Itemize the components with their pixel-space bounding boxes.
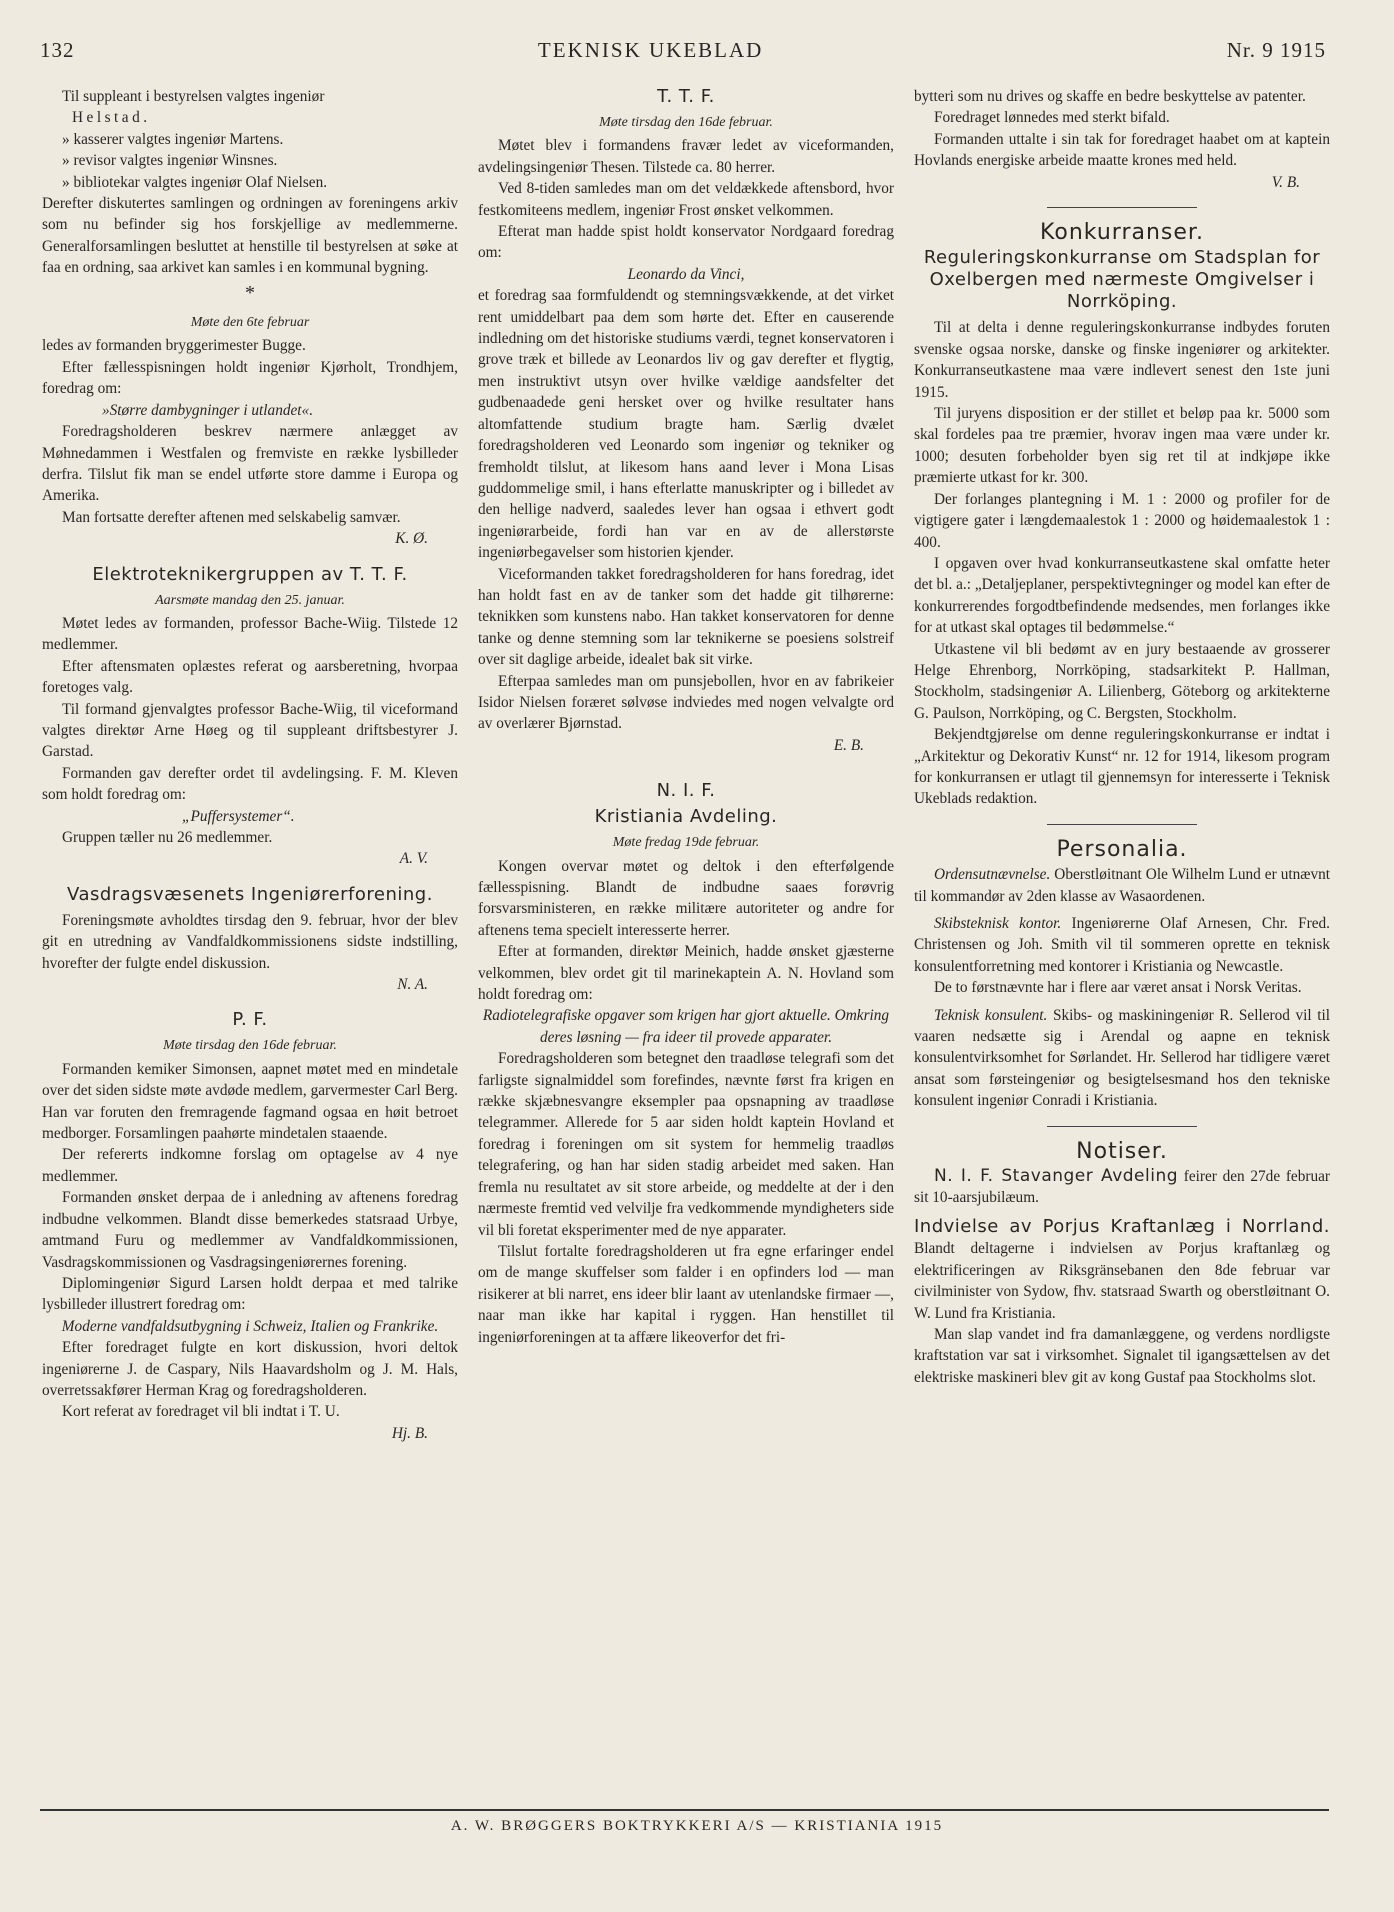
paragraph: Foreningsmøte avholdtes tirsdag den 9. februar, hvor der blev git en utredning av Vandfaldkommissionens sidste indstilling, hvorefter der fulgte endel diskussion. xyxy=(42,911,458,972)
talk-title: Leonardo da Vinci, xyxy=(627,265,745,283)
paragraph: Efterpaa samledes man om punsjebollen, hvor en av fabrikeier Isidor Nielsen foræret sølvøse indviedes med nogen velvalgte ord av overlærer Bjørnstad. xyxy=(478,672,894,733)
section-heading: Personalia. xyxy=(1056,836,1188,862)
paragraph: Efter at formanden, direktør Meinich, hadde ønsket gjæsterne velkommen, blev ordet git til marinekaptein A. N. Hovland som holdt foredrag om: xyxy=(478,943,894,1004)
paragraph: Man slap vandet ind fra damanlæggene, og verdens nordligste kraftstation var sat i virksomhet. Signalet til igangsættelsen av det elektriske maskineri blev git av kong Gustaf paa Stockholms slot. xyxy=(914,1325,1330,1386)
signature: E. B. xyxy=(833,736,864,754)
signature: V. B. xyxy=(1271,173,1300,191)
paragraph: Ved 8-tiden samledes man om det veldækkede aftensbord, hvor festkomiteens medlem, ingeniør Frost ønsket velkommen. xyxy=(478,180,894,219)
section-divider: * xyxy=(245,281,255,304)
column-1 xyxy=(42,86,458,1803)
meeting-date: Møte den 6te februar xyxy=(190,315,310,331)
paragraph: Kongen overvar møtet og deltok i den efterfølgende fællesspisning. Blandt de indbudne saaes forøvrig forsvarsministeren, en række militære autoriteter og andre for aftenens tema specielt interesserte herrer. xyxy=(478,857,894,939)
paragraph: Der forlanges plantegning i M. 1 : 2000 og profiler for de vigtigere gater i længdemaalestok 1 : 2000 og høidemaalestok 1 : 400. xyxy=(914,490,1330,551)
paragraph: Efter fællesspisningen holdt ingeniør Kjørholt, Trondhjem, foredrag om: xyxy=(42,358,458,398)
text-line: Til suppleant i bestyrelsen valgtes ingeniør xyxy=(62,88,325,105)
paragraph: Formanden gav derefter ordet til avdelingsing. F. M. Kleven som holdt foredrag om: xyxy=(42,764,458,804)
divider-rule xyxy=(1047,824,1197,825)
paragraph-text: Ingeniørerne Olaf Arnesen, Chr. Fred. Christensen og Joh. Smith vil til sommeren oprette en teknisk konsulentforretning med kontorer i Kristiania og Newcastle. xyxy=(914,915,1330,975)
lead-label: Skibsteknisk kontor. xyxy=(934,915,1062,932)
paragraph: Utkastene vil bli bedømt av en jury bestaaende av grosserer Helge Ehrenborg, Norrköping, stadsarkitekt P. Hallman, Stockholm, stadsingeniør A. Lilienberg, Göteborg og arkitekterne G. Paulson, Norrköping, og C. Bergsten, Stockholm. xyxy=(914,640,1330,722)
printer-footer: A. W. BRØGGERS BOKTRYKKERI A/S — KRISTIANIA 1915 xyxy=(450,1818,944,1834)
section-heading: Vasdragsvæsenets Ingeniørerforening. xyxy=(67,883,433,905)
paragraph: Derefter diskutertes samlingen og ordningen av foreningens arkiv som nu befinder sig hos forskjellige av medlemmerne. Generalforsamlingen besluttet at henstille til bestyrelsen at søke at faa en ordning, saa arkivet kan samles i en kommunal bygning. xyxy=(42,195,458,277)
page-number: 132 xyxy=(40,37,75,62)
page-header xyxy=(40,30,1326,70)
paragraph-text: feirer den 27de februar sit 10-aarsjubilæum. xyxy=(914,1168,1330,1207)
paragraph xyxy=(914,864,1330,907)
paragraph: Formanden kemiker Simonsen, aapnet møtet med en mindetale over det siden sidste møte avdøde medlem, garvermester Carl Berg. Han var foruten den fremragende fagmand ogsaa en høit betroet medborger. Forsamlingen paahørte mindetalen staaende. xyxy=(42,1060,458,1143)
paragraph: Kort referat av foredraget vil bli indtat i T. U. xyxy=(62,1403,340,1421)
paragraph: Foredraget lønnedes med sterkt bifald. xyxy=(934,109,1170,127)
paragraph: Foredragsholderen som betegnet den traadløse telegrafi som det farligste signalmiddel som forefindes, nævnte først fra krigen en række skjæbnesvangre eksempler paa opsnapning av traadløse telegrammer. Allerede for 5 aar siden holdt kaptein Hovland et foredrag i foreningen om sit system for hemmelig traadløs telegrafering, og han har siden stadig arbeidet med saken. Han fremla nu resultatet av sit store arbeide, og meddelte at der i den nærmeste fremtid ved velvilje fra vedkommende myndigheters side vil bli foretat eksperimenter med de nye apparater. xyxy=(478,1050,894,1239)
meeting-date: Aarsmøte mandag den 25. januar. xyxy=(155,592,345,608)
lead-label: Indvielse av Porjus Kraftanlæg i Norrland. xyxy=(914,1215,1330,1237)
paragraph xyxy=(914,913,1330,977)
paragraph: Foredragsholderen beskrev nærmere anlægget av Møhnedammen i Westfalen og fremviste en række lysbilleder derfra. Tilslut fik man se endel utførte store damme i Europa og Amerika. xyxy=(42,423,458,505)
paragraph: Til formand gjenvalgtes professor Bache-Wiig, til viceformand valgtes direktør Arne Høeg og til suppleant driftsbestyrer J. Garstad. xyxy=(42,700,458,761)
text-line: » bibliotekar valgtes ingeniør Olaf Nielsen. xyxy=(62,173,328,191)
divider-rule xyxy=(1047,207,1197,208)
section-heading: N. I. F. xyxy=(656,780,716,802)
signature: K. Ø. xyxy=(395,530,428,548)
paragraph: Formanden uttalte i sin tak for foredraget haabet om at kaptein Hovlands energiske arbeide maatte krones med held. xyxy=(914,130,1330,170)
paragraph: Gruppen tæller nu 26 medlemmer. xyxy=(62,829,273,846)
issue-number: Nr. 9 1915 xyxy=(1226,37,1326,62)
paragraph: Efter aftensmaten oplæstes referat og aarsberetning, hvorpaa foretoges valg. xyxy=(42,657,458,697)
columns xyxy=(42,86,1330,1803)
paragraph: Til at delta i denne reguleringskonkurranse indbydes foruten svenske ogsaa norske, danske og finske ingeniører og arkitekter. Konkurranseutkastene maa være indlevert senest den 1ste juni 1915. xyxy=(914,319,1330,401)
lead-label: N. I. F. Stavanger Avdeling xyxy=(934,1166,1179,1187)
paragraph: Man fortsatte derefter aftenen med selskabelig samvær. xyxy=(62,508,401,526)
paragraph: bytteri som nu drives og skaffe en bedre beskyttelse av patenter. xyxy=(914,88,1306,105)
talk-title: Moderne vandfaldsutbygning i Schweiz, Italien og Frankrike. xyxy=(61,1317,439,1335)
paragraph: Møtet ledes av formanden, professor Bache-Wiig. Tilstede 12 medlemmer. xyxy=(42,614,458,654)
text-line: Helstad. xyxy=(72,109,151,127)
paragraph: Formanden ønsket derpaa de i anledning av aftenens foredrag indbudne velkommen. Blandt disse bemerkedes statsraad Urbye, amtmand Furu og medlemmer av Vandfaldkommissionen, Vasdragskommissionen og Vasdragsingeniørernes forening. xyxy=(42,1189,458,1271)
paragraph: Bekjendtgjørelse om denne reguleringskonkurranse er indtat i „Arkitektur og Dekorativ Kunst“ nr. 12 for 1914, likesom program for konkurransen er utlagt til gjennemsyn for interesserte i Teknisk Ukeblads redaktion. xyxy=(914,726,1330,808)
meeting-date: Møte tirsdag den 16de februar. xyxy=(599,115,773,130)
paragraph: Tilslut fortalte foredragsholderen ut fra egne erfaringer endel om de mange skuffelser som falder i en opfinders lod — man risikerer at bli narret, ens ideer blir laant av utenlandske firmaer —, naar man ikke har kapital i ryggen. Han henstillet til ingeniørforeningen at ta affære likeoverfor det fri- xyxy=(478,1242,894,1346)
lead-label: Teknisk konsulent. xyxy=(934,1006,1048,1024)
paragraph: Møtet blev i formandens fravær ledet av viceformanden, avdelingsingeniør Thesen. Tilstede ca. 80 herrer. xyxy=(478,137,894,176)
paragraph: Viceformanden takket foredragsholderen for hans foredrag, idet han holdt fast en av de tanker som det hadde git tilhørerne: teknikken som kunstens nabo. Han takket konservatoren for denne tanke og denne stemning som lar teknikerne se poesiens solstreif over sit daglige arbeide, idealet bak sit virke. xyxy=(478,565,894,669)
paragraph: ledes av formanden bryggerimester Bugge. xyxy=(42,337,306,355)
paragraph: et foredrag saa formfuldendt og stemningsvækkende, at det virket rent umiddelbart paa dem som hørte det. Efter en causerende indledning om det historiske studiums værdi, tegnet konservatoren i grove træk et billede av Leonardos liv og gav derefter et flygtig, men instruktivt utsyn over hvilke vældige aandsfelter det gudbenaadede geni hersket over og hvilke resultater hans altomfattende studium bragte ham. Særlig dvælet foredragsholderen ved Leonardo som ingeniør og tekniker og fremholdt tilslut, at likesom hans aand lever i Mona Lisas guddommelige smil, i hans efterlatte manuskripter og i billedet av den hellige nadverd, saaledes lever han ogsaa i ethvert godt ingeniørarbeide, fordi han var en av de allerstørste ingeniørbegavelser som historien kjender. xyxy=(478,287,894,562)
talk-title: Radiotelegrafiske opgaver som krigen har gjort aktuelle. Omkring deres løsning — fra ideer til provede apparater. xyxy=(482,1007,890,1046)
paragraph: Efterat man hadde spist holdt konservator Nordgaard foredrag om: xyxy=(478,223,894,262)
paragraph-text: Blandt deltagerne i indvielsen av Porjus kraftanlæg og elektrificeringen av Riksgränsebanen den 8de februar var civilminister von Sydow, fhv. statsraad Swarth og oberstløitnant O. W. Lund fra Kristiania. xyxy=(914,1240,1330,1322)
section-heading: P. F. xyxy=(232,1009,268,1031)
talk-title: »Større dambygninger i utlandet«. xyxy=(102,401,314,419)
talk-title: „Puffersystemer“. xyxy=(182,807,295,825)
section-heading: Elektroteknikergruppen av T. T. F. xyxy=(92,563,408,585)
divider-rule xyxy=(1047,1126,1197,1127)
text-line: » kasserer valgtes ingeniør Martens. xyxy=(62,130,284,148)
section-subheading: Kristiania Avdeling. xyxy=(594,806,778,828)
section-heading: Notiser. xyxy=(1076,1138,1168,1164)
paragraph-text: Oberstløitnant Ole Wilhelm Lund er utnævnt til kommandør av 2den klasse av Wasaordenen. xyxy=(914,866,1330,905)
paragraph: De to førstnævnte har i flere aar været ansat i Norsk Veritas. xyxy=(934,979,1302,997)
paragraph: Efter foredraget fulgte en kort diskussion, hvori deltok ingeniørerne J. de Caspary, Nils Haavardsholm og J. M. Hals, overretssakfører Herman Krag og foredragsholderen. xyxy=(42,1339,458,1399)
signature: Hj. B. xyxy=(391,1424,428,1442)
meeting-date: Møte tirsdag den 16de februar. xyxy=(163,1038,337,1054)
column-2 xyxy=(478,86,894,1803)
journal-title: TEKNISK UKEBLAD xyxy=(537,37,764,62)
meeting-date: Møte fredag 19de februar. xyxy=(612,835,760,851)
paragraph: Der refererts indkomne forslag om optagelse av 4 nye medlemmer. xyxy=(42,1146,458,1185)
paragraph xyxy=(914,1166,1330,1209)
lead-label: Ordensutnævnelse. xyxy=(934,866,1051,884)
column-3 xyxy=(914,86,1330,1803)
footer-rule xyxy=(40,1809,1329,1811)
signature: A. V. xyxy=(399,850,428,868)
paragraph-text: Skibs- og maskiningeniør R. Sellerod vil til vaaren nedsætte sig i Arendal og aapne en teknisk konsulentvirksomhet for Sørlandet. Hr. Sellerod har tidligere været ansat som førsteingeniør og besigtelsesmand hos den tekniske konsulent ingeniør Conradi i Kristiania. xyxy=(914,1006,1330,1110)
paragraph xyxy=(914,1005,1330,1112)
paragraph: I opgaven over hvad konkurranseutkastene skal omfatte heter det bl. a.: „Detaljeplaner, perspektivtegninger og model kan efter de konkurrerendes forgodtbefindende medsendes, men forlanges ikke for at utkast skal optages til bedømmelse.“ xyxy=(914,554,1330,637)
paragraph xyxy=(914,1215,1330,1324)
section-subheading: Reguleringskonkurranse om Stadsplan for Oxelbergen med nærmeste Omgivelser i Norrköping. xyxy=(923,247,1321,313)
text-line: » revisor valgtes ingeniør Winsnes. xyxy=(62,152,278,170)
paragraph: Diplomingeniør Sigurd Larsen holdt derpaa et med talrike lysbilleder illustrert foredrag om: xyxy=(42,1274,458,1314)
paragraph: Til juryens disposition er der stillet et beløp paa kr. 5000 som skal fordeles paa tre præmier, hvorav ingen maa være under kr. 1000; desuten forbeholder byen sig ret til at indkjøpe ikke præmierte utkast for kr. 300. xyxy=(914,405,1330,487)
section-heading: T. T. F. xyxy=(657,86,715,107)
signature: N. A. xyxy=(397,976,428,994)
section-heading: Konkurranser. xyxy=(1040,220,1204,246)
